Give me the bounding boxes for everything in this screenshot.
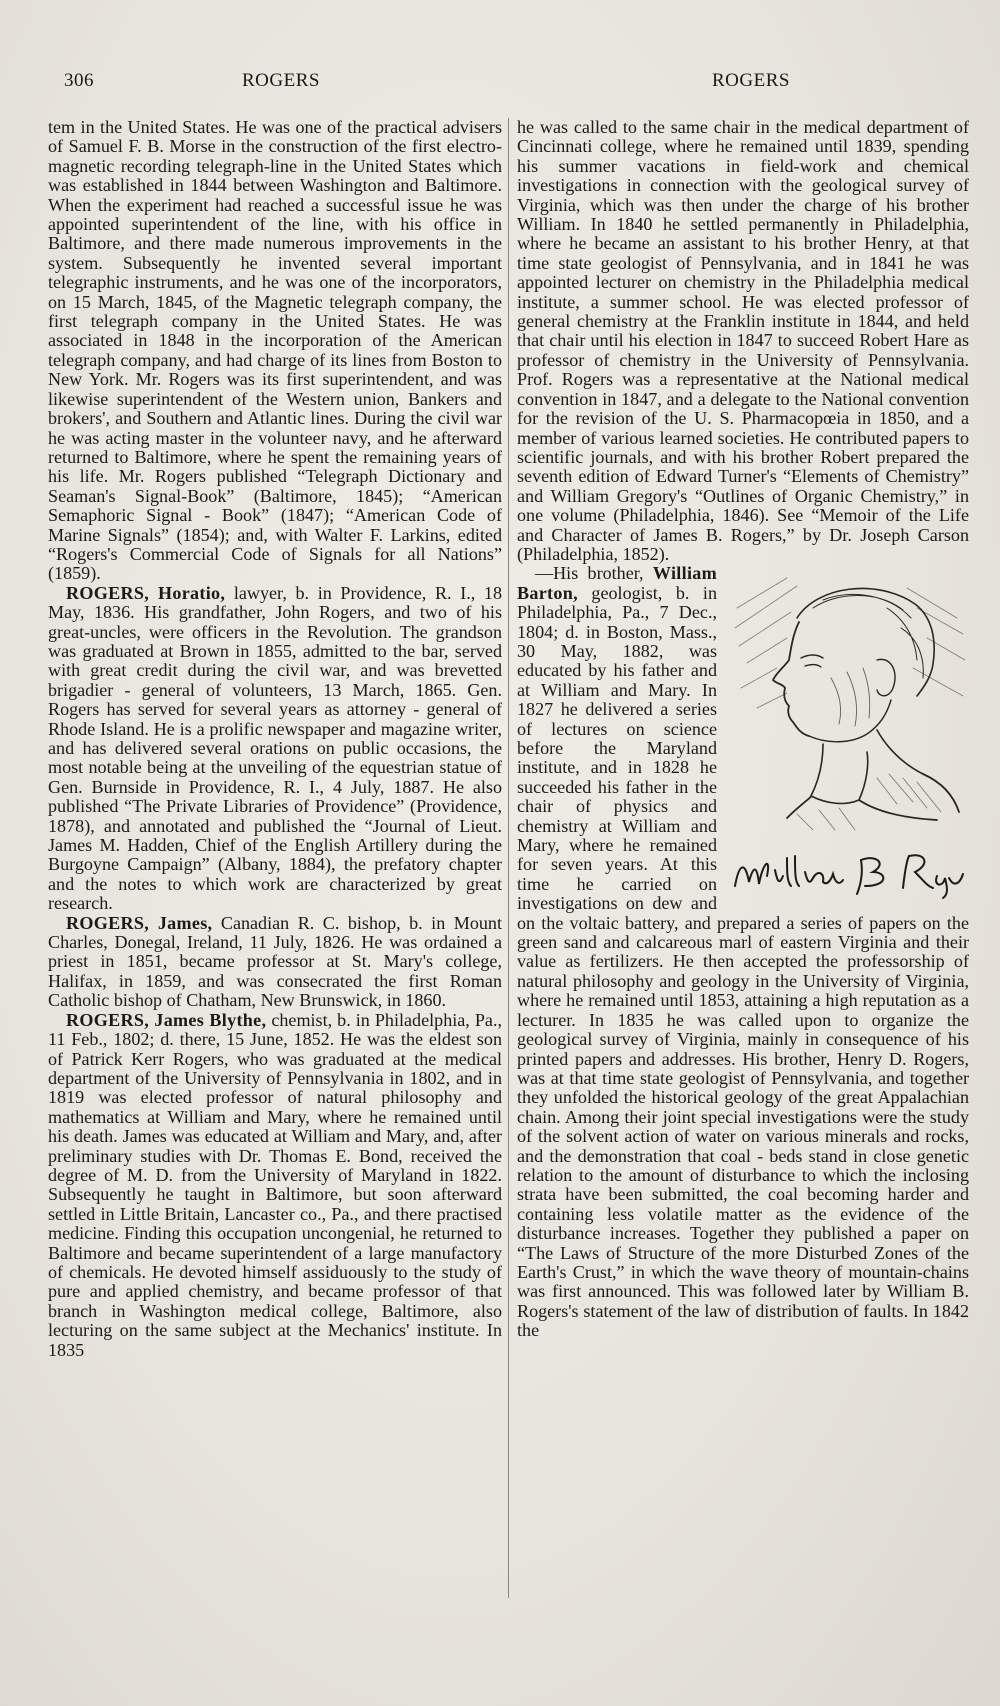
entry-text: lawyer, b. in Providence, R. I., 18 May, 1836. His grandfather, John Rogers, and two of his great-uncles, were officers in the Revolution. The grandson was graduated at Brown in 1855, admitted to the bar, served with great credit during the civil war, and was brevetted brigadier - general of volunteers, 13 March, 1865. Gen. Rogers has served for several years as attorney - general of Rhode Island. He is a prolific newspaper and magazine writer, and has delivered several orations on public occasions, the most notable being at the unveiling of the equestrian statue of Gen. Burnside in Providence, R. I., 4 July, 1887. He also published “The Private Libraries of Providence” (Providence, 1878), and annotated and published the “Journal of Lieut. James M. Hadden, Chief of the English Artillery during the Burgoyne Campaign” (Albany, 1884), the prefatory chapter and the notes to which work are characterized by great research.: [48, 582, 502, 914]
right-column: [517, 118, 969, 1341]
portrait-engraving: [727, 568, 969, 902]
entry-heading: ROGERS, James,: [66, 912, 213, 933]
page-number: 306: [64, 70, 94, 91]
entry-rogers-james-blythe: [48, 1011, 502, 1360]
column-divider: [508, 118, 509, 1598]
entry-lead: —His brother,: [535, 563, 653, 584]
portrait-illustration: [727, 568, 969, 848]
entry-heading: ROGERS, Horatio,: [66, 582, 226, 603]
entry-continuation-paragraph: he was called to the same chair in the medical department of Cincinnati college, where he remained until 1839, spending his summer vacations in field-work and chemical investigations in connection with the geological survey of Virginia, which was then under the charge of his brother William. In 1840 he settled permanently in Philadelphia, where he became an assistant to his brother Henry, at that time state geologist of Pennsylvania, and in 1841 he was appointed lecturer on chemistry in the Philadelphia medical institute, a summer school. He was elected professor of general chemistry at the Franklin institute in 1844, and held that chair until his election in 1847 to succeed Robert Hare as professor of chemistry in the University of Pennsylvania. Prof. Rogers was a representative at the National medical convention in 1847, and a delegate to the National convention for the revision of the U. S. Pharmacopœia in 1850, and a member of various learned societies. He contributed papers to scientific journals, and with his brother Robert prepared the seventh edition of Edward Turner's “Elements of Chemistry” and William Gregory's “Outlines of Organic Chemistry,” in one volume (Philadelphia, 1846). See “Memoir of the Life and Character of James B. Rogers,” by Dr. Joseph Carson (Philadelphia, 1852).: [517, 117, 969, 564]
entry-continuation-paragraph: tem in the United States. He was one of the practical advisers of Samuel F. B. Morse in the construction of the first electro-magnetic recording telegraph-line in the United States which was established in 1844 between Washington and Baltimore. When the experiment had reached a successful issue he was appointed superintendent of the line, with his office in Baltimore, and there made numerous improvements in the system. Subsequently he invented several important telegraphic instruments, and he was one of the incorporators, on 15 March, 1845, of the Magnetic telegraph company, the first telegraph company in the United States. He was associated in 1848 in the incorporation of the American telegraph company, and had charge of its lines from Boston to New York. Mr. Rogers was its first superintendent, and was likewise superintendent of the Western union, Bankers and brokers', and Southern and Atlantic lines. During the civil war he was acting master in the volunteer navy, and he afterward returned to Baltimore, where he spent the remaining years of his life. Mr. Rogers published “Telegraph Dictionary and Seaman's Signal-Book” (Baltimore, 1845); “American Semaphoric Signal - Book” (1847); “American Code of Marine Signals” (1854); and, with Walter F. Larkins, edited “Rogers's Commercial Code of Signals for all Nations” (1859).: [48, 117, 502, 584]
signature-text: William B Rogers: [727, 846, 735, 848]
entry-text: geologist, b. in Philadelphia, Pa., 7 Dec., 1804; d. in Boston, Mass., 30 May, 1882, was educated by his father and at William and Mary. In 1827 he delivered a series of lectures on science before the Maryland institute, and in 1828 he succeeded his father in the chair of physics and chemistry at William and Mary, where he remained for seven years. At this time he carried on investigations on dew and on the voltaic battery, and prepared a series of papers on the green sand and calcareous marl of eastern Virginia and their value as fertilizers. He then accepted the professorship of natural philosophy and geology in the University of Virginia, where he remained until 1853, attaining a high reputation as a lecturer. In 1835 he was called upon to organize the geological survey of Virginia, mainly in consequence of his printed papers and addresses. His brother, Henry D. Rogers, was at that time state geologist of Pennsylvania, and together they unfolded the historical geology of the great Appalachian chain. Among their joint special investigations were the study of the solvent action of water on various minerals and rocks, and the demonstration that coal - beds stand in close genetic relation to the amount of disturbance to which the inclosing strata have been submitted, the coal becoming harder and containing less volatile matter as the evidence of the disturbance increases. Together they published a paper on “The Laws of Structure of the more Disturbed Zones of the Earth's Crust,” in which the wave theory of mountain-chains was first announced. This was followed later by William B. Rogers's statement of the law of distribution of faults. In 1842 the: [517, 582, 969, 1341]
entry-rogers-james: [48, 914, 502, 1011]
signature-mark: [727, 846, 969, 902]
entry-heading: William Barton,: [517, 563, 717, 603]
right-running-heading: ROGERS: [712, 70, 790, 91]
running-header: [64, 70, 804, 100]
left-running-heading: ROGERS: [242, 70, 320, 91]
entry-text: Canadian R. C. bishop, b. in Mount Charles, Donegal, Ireland, 11 July, 1826. He was ordained a priest in 1851, became professor at St. Mary's college, Halifax, in 1859, and was consecrated the first Roman Catholic bishop of Chatham, New Brunswick, in 1860.: [48, 912, 503, 1011]
entry-heading: ROGERS, James Blythe,: [66, 1009, 267, 1030]
entry-text: chemist, b. in Philadelphia, Pa., 11 Feb., 1802; d. there, 15 June, 1852. He was the eldest son of Patrick Kerr Rogers, who was graduated at the medical department of the University of Pennsylvania in 1802, and in 1819 was elected professor of natural philosophy and mathematics at William and Mary, where he remained until his death. James was educated at William and Mary, and, after preliminary studies with Dr. Thomas E. Bond, received the degree of M. D. from the University of Maryland in 1822. Subsequently he taught in Baltimore, but soon afterward settled in Little Britain, Lancaster co., Pa., and there practised medicine. Finding this occupation uncongenial, he returned to Baltimore and became superintendent of a large manufactory of chemicals. He devoted himself assiduously to the study of pure and applied chemistry, and became professor of that branch in Washington medical college, Baltimore, also lecturing on the same subject at the Mechanics' institute. In 1835: [48, 1009, 502, 1360]
left-column: [48, 118, 502, 1360]
entry-rogers-horatio: [48, 584, 502, 914]
